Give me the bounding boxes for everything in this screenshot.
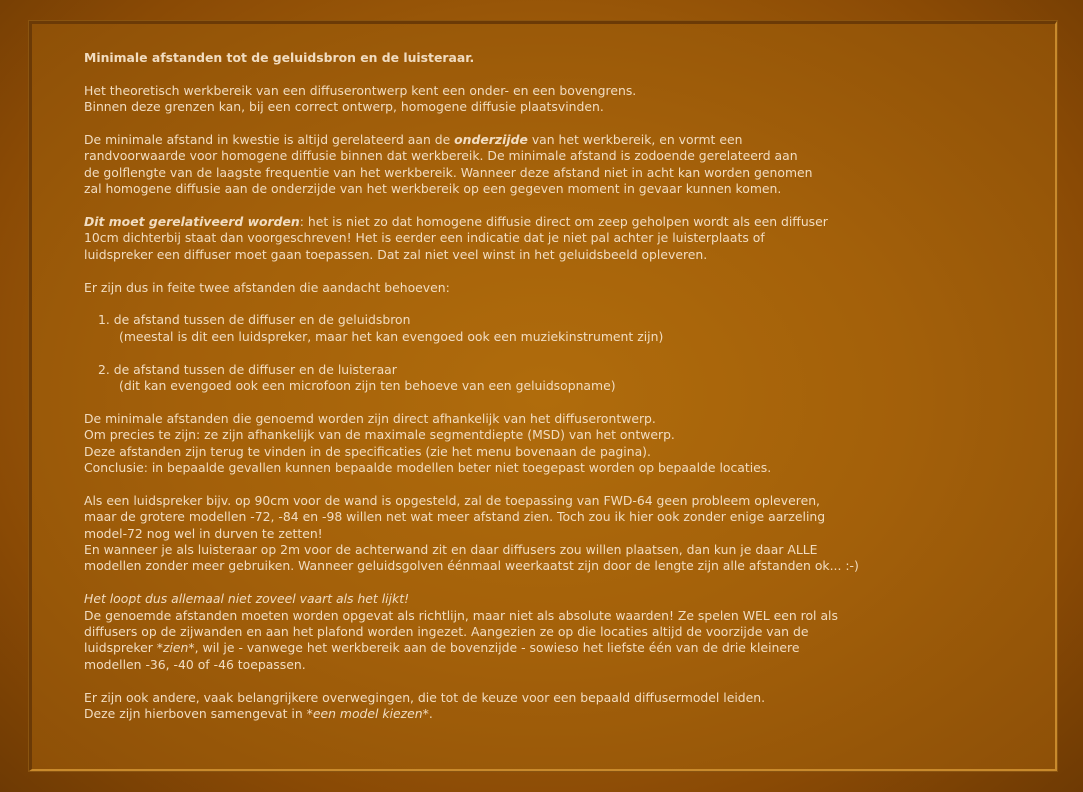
p8-line: Er zijn ook andere, vaak belangrijkere overwegingen, die tot de keuze voor een bepaald diffusermodel leiden. <box>84 689 766 705</box>
paragraph-5 <box>84 411 984 477</box>
paragraph-7 <box>84 591 984 673</box>
p1-line: Het theoretisch werkbereik van een diffuserontwerp kent een onder- en een bovengrens. <box>84 82 637 98</box>
p1-line: Binnen deze grenzen kan, bij een correct ontwerp, homogene diffusie plaatsvinden. <box>84 99 604 115</box>
list-item-sub: (dit kan evengoed ook een microfoon zijn ten behoeve van een geluidsopname) <box>119 378 616 394</box>
p2-line <box>84 132 984 148</box>
p8-text: *. <box>422 706 433 722</box>
paragraph-2 <box>84 132 984 198</box>
p8-line <box>84 706 984 722</box>
p3-emphasis: Dit moet gerelativeerd worden <box>84 214 300 230</box>
p2-line: randvoorwaarde voor homogene diffusie binnen dat werkbereik. De minimale afstand is zodoende gerelateerd aan <box>84 148 798 164</box>
p5-line: Conclusie: in bepaalde gevallen kunnen bepaalde modellen beter niet toegepast worden op bepaalde locaties. <box>84 460 772 476</box>
list-item-sub: (meestal is dit een luidspreker, maar het kan evengoed ook een muziekinstrument zijn) <box>119 328 664 344</box>
p2-emphasis: onderzijde <box>454 132 528 147</box>
title-text: Minimale afstanden tot de geluidsbron en de luisteraar. <box>84 50 475 65</box>
p7-line: modellen -36, -40 of -46 toepassen. <box>84 656 306 672</box>
list-item-main: 1. de afstand tussen de diffuser en de geluidsbron <box>98 312 411 328</box>
p2-line: zal homogene diffusie aan de onderzijde van het werkbereik op een gegeven moment in gevaar kunnen komen. <box>84 181 782 197</box>
p7-line: diffusers op de zijwanden en aan het plafond worden ingezet. Aangezien ze op die locaties altijd de voorzijde van de <box>84 624 809 640</box>
p3-line: 10cm dichterbij staat dan voorgeschreven! Het is eerder een indicatie dat je niet pal achter je luisterplaats of <box>84 230 765 246</box>
p3-line: luidspreker een diffuser moet gaan toepassen. Dat zal niet veel winst in het geluidsbeeld opleveren. <box>84 246 708 262</box>
article-body <box>84 50 984 739</box>
p7-text: luidspreker * <box>84 640 163 656</box>
paragraph-8 <box>84 690 984 723</box>
p6-line: Als een luidspreker bijv. op 90cm voor de wand is opgesteld, zal de toepassing van FWD-64 geen probleem opleveren, <box>84 492 820 508</box>
p6-line: En wanneer je als luisteraar op 2m voor de achterwand zit en daar diffusers zou willen plaatsen, dan kun je daar ALLE <box>84 542 818 558</box>
p6-line: modellen zonder meer gebruiken. Wanneer geluidsgolven éénmaal weerkaatst zijn door de lengte zijn alle afstanden ok... :-) <box>84 558 859 574</box>
list-item <box>84 312 984 345</box>
list-item-main: 2. de afstand tussen de diffuser en de luisteraar <box>98 361 397 377</box>
p7-italic-line: Het loopt dus allemaal niet zoveel vaart als het lijkt! <box>84 591 410 607</box>
p8-text: Deze zijn hierboven samengevat in * <box>84 706 313 722</box>
p5-line: Deze afstanden zijn terug te vinden in de specificaties (zie het menu bovenaan de pagina). <box>84 443 651 459</box>
p7-line: De genoemde afstanden moeten worden opgevat als richtlijn, maar niet als absolute waarden! Ze spelen WEL een rol als <box>84 607 838 623</box>
paragraph-3 <box>84 214 984 263</box>
paragraph-6 <box>84 493 984 575</box>
paragraph-1 <box>84 83 984 116</box>
choose-model-link[interactable]: een model kiezen <box>312 706 423 722</box>
p2-line: de golflengte van de laagste frequentie van het werkbereik. Wanneer deze afstand niet in acht kan worden genomen <box>84 164 813 180</box>
p7-line <box>84 640 984 656</box>
p6-line: model-72 nog wel in durven te zetten! <box>84 525 323 541</box>
p2-text: van het werkbereik, en vormt een <box>527 132 743 147</box>
p6-line: maar de grotere modellen -72, -84 en -98 willen net wat meer afstand zien. Toch zou ik hier ook zonder enige aarzeling <box>84 509 826 525</box>
page-title <box>84 50 984 66</box>
paragraph-4 <box>84 280 984 296</box>
p2-text: De minimale afstand in kwestie is altijd gerelateerd aan de <box>84 132 455 147</box>
p5-line: De minimale afstanden die genoemd worden zijn direct afhankelijk van het diffuserontwerp. <box>84 410 656 426</box>
p5-line: Om precies te zijn: ze zijn afhankelijk van de maximale segmentdiepte (MSD) van het ontwerp. <box>84 427 675 443</box>
p7-italic-word: zien <box>162 640 189 656</box>
list-item <box>84 362 984 395</box>
p7-text: *, wil je - vanwege het werkbereik aan de bovenzijde - sowieso het liefste één van de drie kleinere <box>188 640 800 656</box>
p3-text: : het is niet zo dat homogene diffusie direct om zeep geholpen wordt als een diffuser <box>299 214 828 230</box>
p4-line: Er zijn dus in feite twee afstanden die aandacht behoeven: <box>84 279 450 295</box>
p3-line <box>84 214 984 230</box>
